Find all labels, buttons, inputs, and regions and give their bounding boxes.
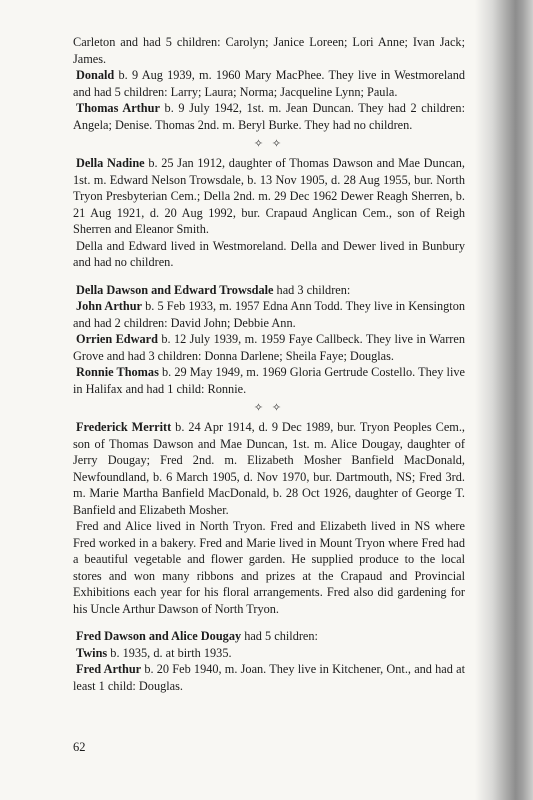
paragraph: Carleton and had 5 children: Carolyn; Janice Loreen; Lori Anne; Ivan Jack; James. — [73, 35, 465, 66]
paragraph: Frederick Merritt b. 24 Apr 1914, d. 9 Dec 1989, bur. Tryon Peoples Cem., son of Thomas Dawson and Mae Duncan, 1st. m. Alice Dougay, daughter of Jerry Dougay; Fred 2nd. m. Elizabeth Mosher Banfield MacDonald, Newfoundland, b. 6 March 1905, d. Nov 1970, bur. Dartmouth, NS; Fred 3rd. m. Marie Martha Banfield MacDonald, b. 28 Oct 1926, daughter of George T. Banfield and Elizabeth Mosher. — [73, 420, 465, 517]
paragraph: Fred Arthur b. 20 Feb 1940, m. Joan. They live in Kitchener, Ont., and had at least 1 child: Douglas. — [73, 662, 465, 693]
paragraph: Della and Edward lived in Westmoreland. Della and Dewer lived in Bunbury and had no children. — [73, 238, 465, 269]
paragraph: Della Nadine b. 25 Jan 1912, daughter of Thomas Dawson and Mae Duncan, 1st. m. Edward Nelson Trowsdale, b. 13 Nov 1905, d. 28 Aug 1955, bur. North Tryon Presbyterian Cem.; Della 2nd. m. 29 Dec 1962 Dewer Reagh Sherren, b. 21 Aug 1921, d. 20 Aug 1992, bur. Crapaud Anglican Cem., son of Reigh Sherren and Eleanor Smith. — [73, 156, 465, 236]
paragraph: Thomas Arthur b. 9 July 1942, 1st. m. Jean Duncan. They had 2 children: Angela; Denise. Thomas 2nd. m. Beryl Burke. They had no children. — [73, 101, 465, 132]
paragraph: Donald b. 9 Aug 1939, m. 1960 Mary MacPhee. They live in Westmoreland and had 5 children: Larry; Laura; Norma; Jacqueline Lynn; Paula. — [73, 68, 465, 99]
section-ornament: ✧ ✧ — [253, 402, 285, 414]
binding-shadow — [475, 0, 533, 800]
paragraph: Orrien Edward b. 12 July 1939, m. 1959 Faye Callbeck. They live in Warren Grove and had 3 children: Donna Darlene; Sheila Faye; Douglas. — [73, 332, 465, 363]
page-text — [73, 34, 465, 694]
paragraph: Della Dawson and Edward Trowsdale had 3 children: — [76, 282, 351, 297]
paragraph: Fred and Alice lived in North Tryon. Fred and Elizabeth lived in NS where Fred worked in a bakery. Fred and Marie lived in Mount Tryon where Fred had a beautiful vegetable and flower garden. He supplied produce to the local stores and won many ribbons and prizes at the Crapaud and Provincial Exhibitions each year for his floral arrangements. Fred also did gardening for his Uncle Arthur Dawson of North Tryon. — [73, 519, 465, 616]
paragraph: Ronnie Thomas b. 29 May 1949, m. 1969 Gloria Gertrude Costello. They live in Halifax and had 1 child: Ronnie. — [73, 365, 465, 396]
paragraph: Fred Dawson and Alice Dougay had 5 children: — [76, 629, 318, 643]
paragraph: Twins b. 1935, d. at birth 1935. — [76, 645, 232, 660]
paragraph: John Arthur b. 5 Feb 1933, m. 1957 Edna Ann Todd. They live in Kensington and had 2 children: David John; Debbie Ann. — [73, 299, 465, 330]
page-number: 62 — [73, 740, 86, 754]
section-ornament: ✧ ✧ — [253, 138, 285, 150]
